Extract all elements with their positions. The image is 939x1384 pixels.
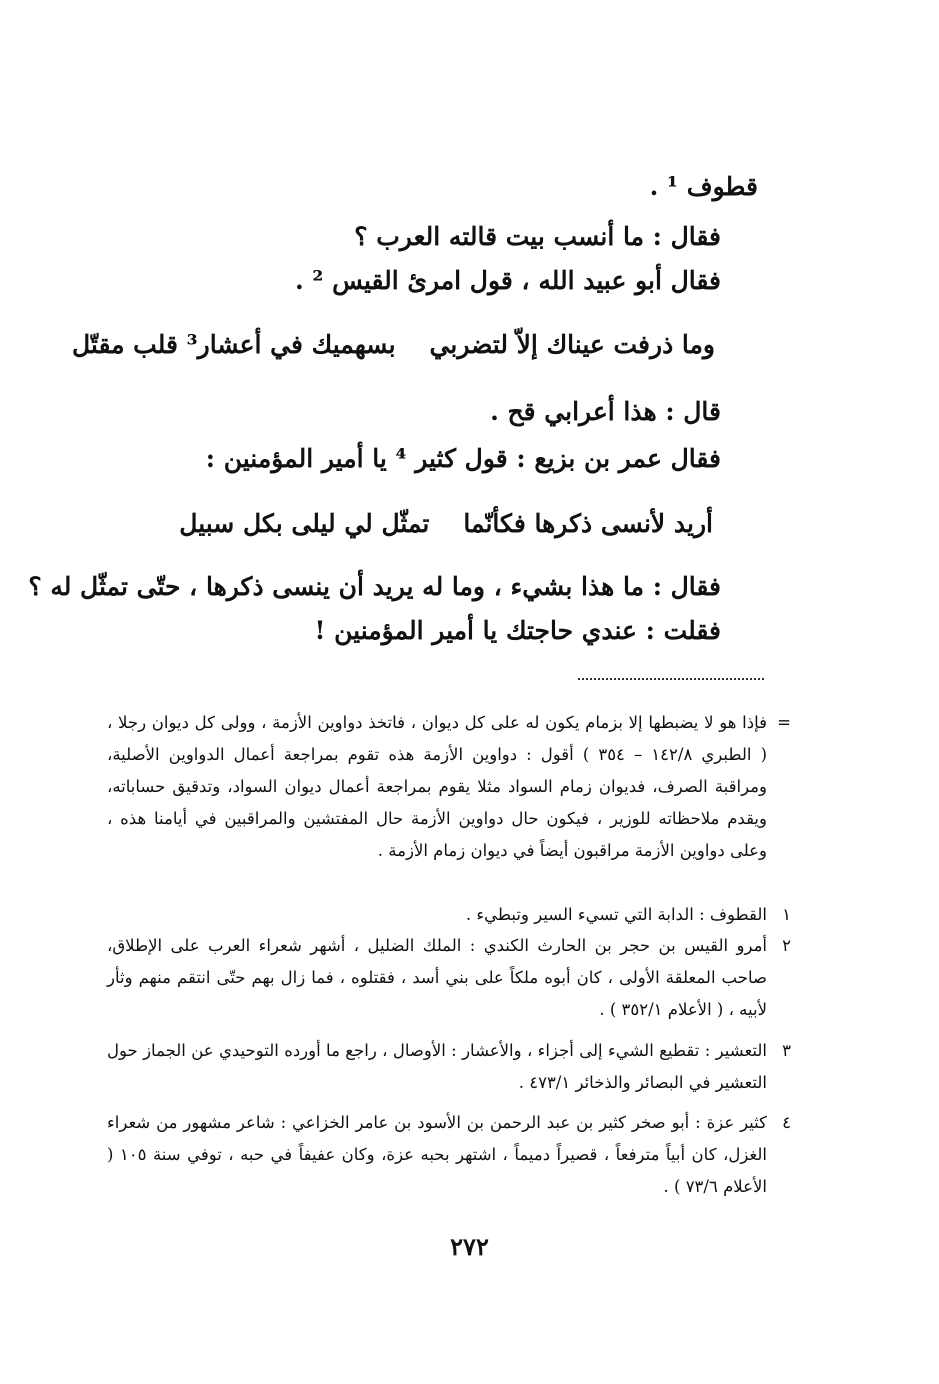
footnote-text: كثير عزة : أبو صخر كثير بن عبد الرحمن بن الأسود بن عامر الخزاعي : شاعر مشهور من شعراء الغزل، كان أبياً مترفعاً ، قصيراً دميماً ، اشتهر بحبه عزة، وكان عفيفاً في حبه ، توفي سنة ١٠٥ ( الأعلام ٧٣/٦ ) . (107, 1113, 767, 1196)
footnote-mark: ١ (782, 905, 791, 924)
verse-first-hemistich: أريد لأنسى ذكرها فكأنّما (463, 509, 713, 538)
body-line: فقال أبو عبيد الله ، قول امرئ القيس ² . (295, 266, 721, 295)
footnote-text: التعشير : تقطيع الشيء إلى أجزاء ، والأعشار : الأوصال ، راجع ما أورده التوحيدي عن الجماز حول التعشير في البصائر والذخائر ٤٧٣/١ . (107, 1041, 767, 1092)
verse-couplet (72, 327, 715, 363)
verse-first-hemistich: وما ذرفت عيناك إلاّ لتضربي (429, 330, 715, 359)
body-line: قال : هذا أعرابي قح . (490, 397, 721, 426)
section-heading: قطوف ¹ . (649, 172, 758, 201)
body-line: فقال : ما هذا بشيء ، وما له يريد أن ينسى ذكرها ، حتّى تمثّل له ؟ (28, 572, 721, 601)
page-number: ٢٧٢ (450, 1232, 489, 1261)
footnote-4 (107, 1107, 791, 1203)
verse-couplet (179, 506, 713, 542)
body-line: فقال عمر بن بزيع : قول كثير ⁴ يا أمير المؤمنين : (205, 444, 721, 473)
footnote-continuation (107, 707, 791, 867)
verse-second-hemistich: تمثّل لي ليلى بكل سبيل (179, 509, 430, 538)
footnote-2 (107, 930, 791, 1026)
footnote-mark: ٢ (782, 936, 791, 955)
footnote-3 (107, 1035, 791, 1099)
footnote-text: القطوف : الدابة التي تسيء السير وتبطيء . (465, 905, 767, 924)
body-line: فقال : ما أنسب بيت قالته العرب ؟ (354, 222, 721, 251)
verse-second-hemistich: بسهميك في أعشار³ قلب مقتّل (71, 330, 396, 359)
footnote-divider (578, 678, 764, 680)
footnote-text: أمرو القيس بن حجر بن الحارث الكندي : الملك الضليل ، أشهر شعراء العرب على الإطلاق، صاحب المعلقة الأولى ، كان أبوه ملكاً على بني أسد ، فقتلوه ، فما زال بهم حتّى انتقم منهم وثأر لأبيه ، ( الأعلام ٣٥٢/١ ) . (107, 936, 767, 1019)
footnote-text: فإذا هو لا يضبطها إلا بزمام يكون له على كل ديوان ، فاتخذ دواوين الأزمة ، وولى كل ديوان رجلا ، ( الطبري ١٤٢/٨ – ٣٥٤ ) أقول : دواوين الأزمة هذه تقوم بمراجعة أعمال الدواوين الأصلية، ومراقبة الصرف، فديوان زمام السواد مثلا يقوم بمراجعة أعمال ديوان السواد، وتدقيق حساباته، ويقدم ملاحظاته للوزير ، فيكون حال دواوين الأزمة حال المفتشين والمراقبين في أيامنا هذه ، وعلى دواوين الأزمة مراقبون أيضاً في ديوان زمام الأزمة . (107, 713, 768, 860)
body-line: فقلت : عندي حاجتك يا أمير المؤمنين ! (314, 616, 721, 645)
footnote-mark: = (777, 713, 791, 732)
footnote-mark: ٤ (782, 1113, 791, 1132)
footnote-mark: ٣ (782, 1041, 791, 1060)
footnote-1 (107, 899, 791, 931)
